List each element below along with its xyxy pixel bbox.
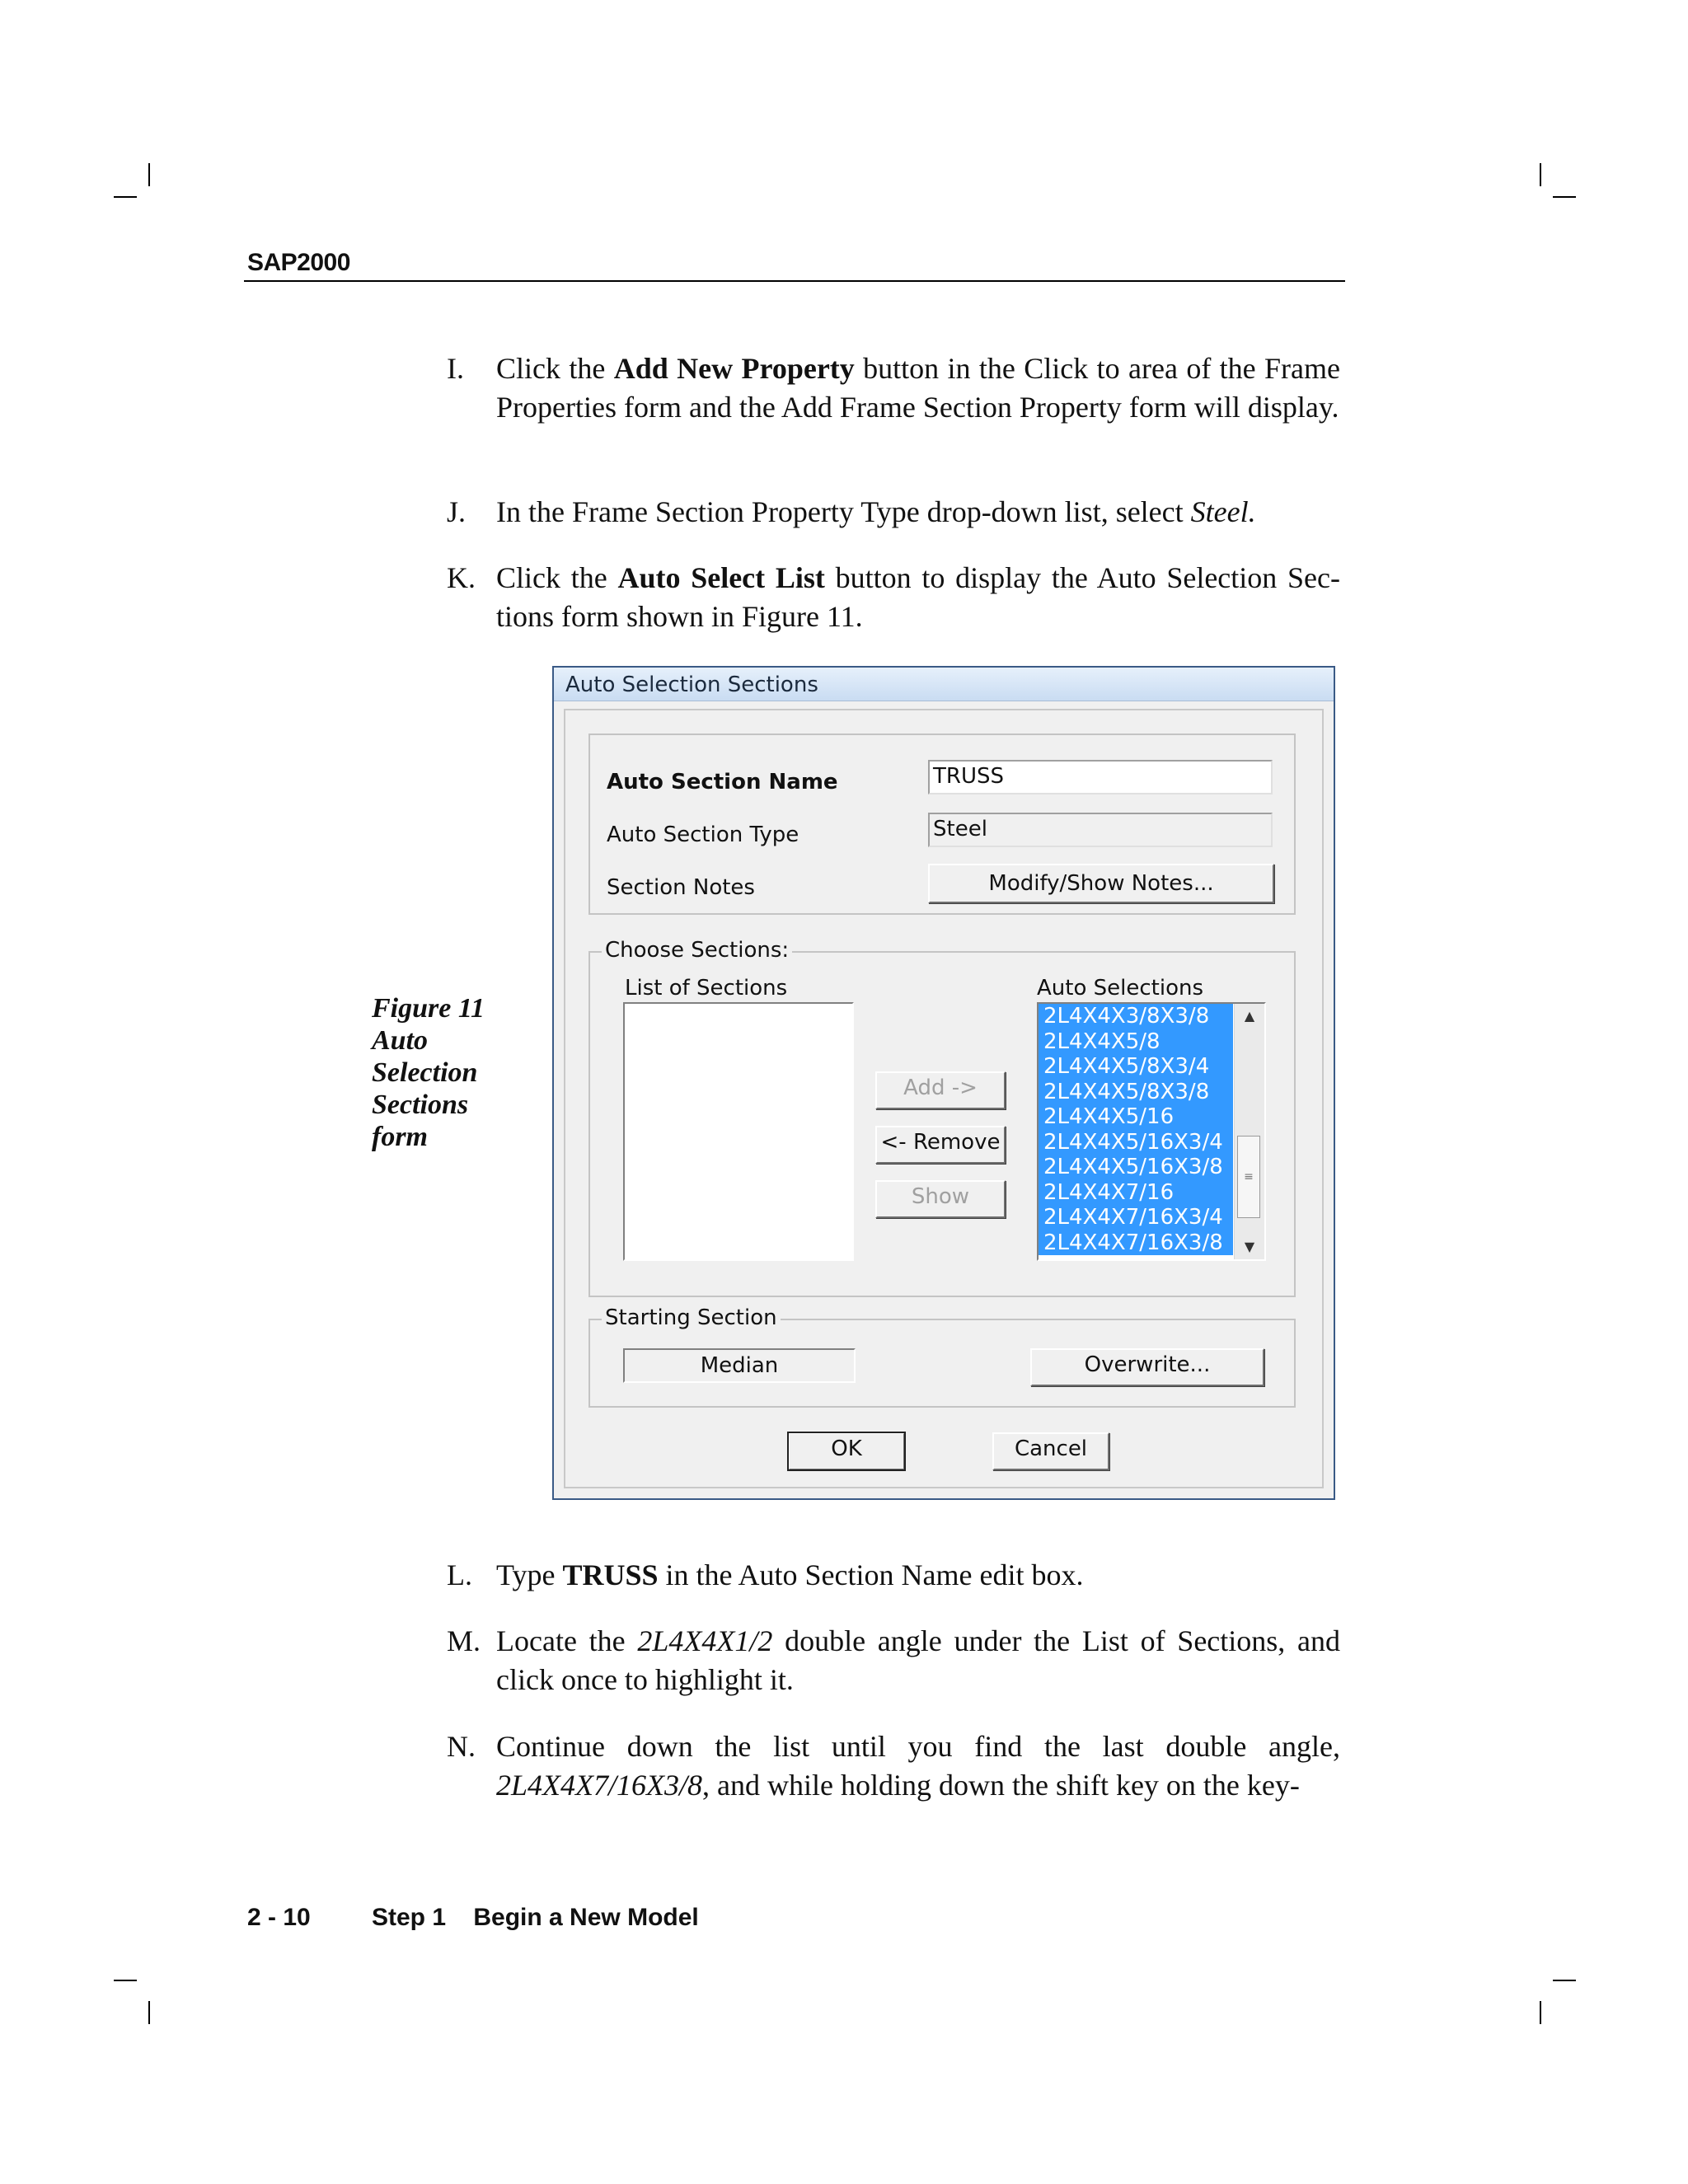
crop-mark (1540, 2001, 1541, 2024)
choose-sections-label: Choose Sections: (602, 938, 792, 963)
crop-mark (114, 1980, 137, 1981)
vertical-scrollbar[interactable] (1234, 1004, 1264, 1259)
step-label: K. (447, 561, 476, 594)
scroll-down-icon[interactable]: ▼ (1244, 1239, 1255, 1254)
dialog-body (564, 709, 1324, 1488)
caption-line: Figure 11 (372, 993, 485, 1024)
step-label: N. (447, 1730, 476, 1763)
auto-selection-item[interactable]: 2L4X4X7/16X3/8 (1043, 1230, 1223, 1255)
auto-selection-item[interactable]: 2L4X4X5/8X3/8 (1043, 1079, 1210, 1104)
auto-selection-item[interactable]: 2L4X4X3/8X3/8 (1043, 1004, 1210, 1029)
auto-section-type-label: Auto Section Type (607, 823, 799, 847)
show-button[interactable]: Show (875, 1180, 1006, 1218)
text-run: Locate the (496, 1624, 638, 1657)
text-run: Continue down the list until you find the last double angle, (496, 1730, 1340, 1763)
step-text (496, 1556, 1340, 1595)
text-run: button in the Click to area of the Frame Properties form and the Add Frame Section Property form will display. (496, 352, 1341, 424)
cancel-button[interactable]: Cancel (992, 1432, 1109, 1470)
auto-section-type-field: Steel (928, 813, 1273, 847)
step-text (496, 1727, 1340, 1805)
step-item (447, 559, 1340, 636)
text-run: double angle under the List of Sections, and click once to highlight it. (496, 1624, 1340, 1696)
text-run: In the Frame Section Property Type drop-down list, select (496, 495, 1191, 528)
ok-button[interactable]: OK (788, 1432, 905, 1470)
text-run-bold: Add New Property (613, 352, 855, 385)
step-text (496, 1622, 1340, 1699)
auto-selection-item[interactable]: 2L4X4X5/8X3/4 (1043, 1054, 1210, 1079)
add-button[interactable]: Add -> (875, 1071, 1006, 1109)
step-label: J. (447, 495, 467, 528)
auto-section-name-input[interactable]: TRUSS (928, 760, 1273, 794)
remove-button[interactable]: <- Remove (875, 1126, 1006, 1164)
overwrite-button[interactable]: Overwrite... (1030, 1348, 1264, 1386)
step-item (447, 1622, 1340, 1699)
text-run: Type (496, 1558, 563, 1591)
running-header: SAP2000 (247, 249, 350, 276)
modify-show-notes-button[interactable]: Modify/Show Notes... (928, 864, 1274, 903)
caption-line: Selection (372, 1057, 478, 1088)
auto-selections-items (1039, 1004, 1233, 1255)
text-run-italic: 2L4X4X1/2 (637, 1624, 773, 1657)
auto-selection-item[interactable]: 2L4X4X7/16X3/4 (1043, 1205, 1223, 1230)
step-label: L. (447, 1558, 472, 1591)
text-run-bold: Auto Select List (617, 561, 825, 594)
auto-selection-item[interactable]: 2L4X4X5/16X3/4 (1043, 1129, 1223, 1155)
list-of-sections-listbox[interactable] (623, 1002, 854, 1261)
step-item (447, 1556, 1340, 1595)
crop-mark (148, 2001, 150, 2024)
step-label: M. (447, 1624, 481, 1657)
step-label: I. (447, 352, 464, 385)
crop-mark (114, 196, 137, 198)
auto-selections-listbox[interactable] (1037, 1002, 1266, 1261)
auto-selection-item[interactable]: 2L4X4X5/8 (1043, 1029, 1160, 1054)
text-run: Click the (496, 561, 618, 594)
auto-selections-label: Auto Selections (1037, 976, 1203, 1001)
auto-selection-item[interactable]: 2L4X4X5/16 (1043, 1104, 1175, 1129)
scroll-up-icon[interactable]: ▲ (1244, 1008, 1255, 1024)
auto-selection-item[interactable]: 2L4X4X7/16 (1043, 1179, 1175, 1205)
caption-line: Sections (372, 1090, 469, 1120)
text-run-italic: 2L4X4X7/16X3/8 (496, 1769, 702, 1802)
step-item (447, 1727, 1340, 1805)
text-run: button to display the Auto Selection Sec-tions form shown in Figure 11. (496, 561, 1340, 633)
section-notes-label: Section Notes (607, 875, 755, 900)
crop-mark (1553, 1980, 1576, 1981)
step-text (496, 559, 1340, 636)
caption-line: form (372, 1122, 428, 1152)
text-run: Click the (496, 352, 614, 385)
text-run: in the Auto Section Name edit box. (658, 1558, 1084, 1591)
caption-line: Auto (372, 1025, 429, 1056)
crop-mark (1553, 196, 1576, 198)
scroll-thumb[interactable]: ≡ (1237, 1136, 1260, 1218)
footer-section-title: Step 1 Begin a New Model (372, 1904, 699, 1931)
starting-section-label: Starting Section (602, 1305, 781, 1330)
text-run-bold: TRUSS (562, 1558, 659, 1591)
step-item (447, 349, 1340, 427)
auto-section-name-label: Auto Section Name (607, 770, 838, 794)
step-item (447, 493, 1340, 532)
step-text (496, 349, 1340, 427)
dialog-title: Auto Selection Sections (565, 673, 818, 697)
dialog-titlebar[interactable] (554, 668, 1334, 701)
figure-caption (372, 992, 512, 1153)
page-number: 2 - 10 (247, 1904, 311, 1931)
text-run: , and while holding down the shift key on the key- (702, 1769, 1300, 1802)
step-text (496, 493, 1340, 532)
auto-selection-item[interactable]: 2L4X4X5/16X3/8 (1043, 1155, 1223, 1179)
starting-section-dropdown[interactable]: Median (623, 1348, 856, 1383)
text-run-italic: Steel. (1190, 495, 1256, 528)
auto-selection-sections-dialog (552, 666, 1335, 1500)
crop-mark (148, 163, 150, 186)
header-rule (244, 280, 1345, 282)
list-of-sections-label: List of Sections (625, 976, 788, 1001)
crop-mark (1540, 163, 1541, 186)
